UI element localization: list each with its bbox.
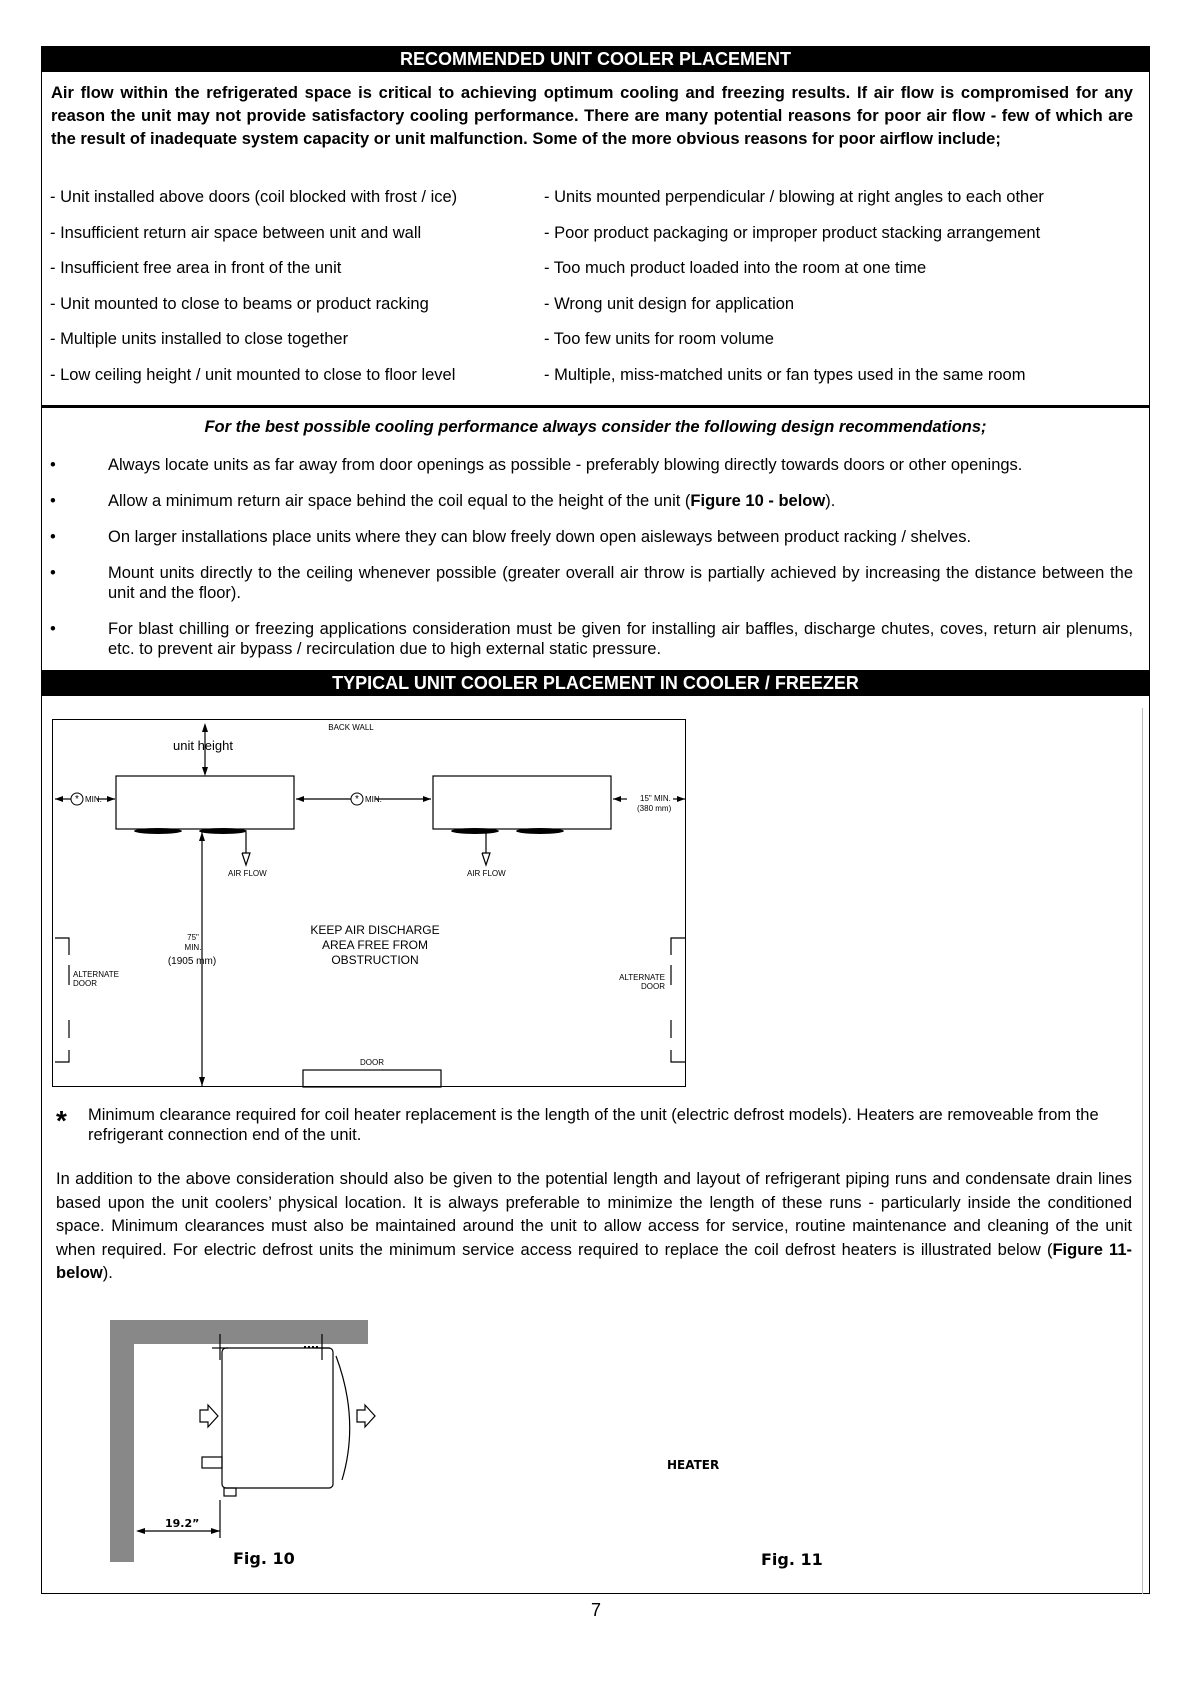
section-divider xyxy=(41,405,1150,408)
air-out-arrow-icon xyxy=(357,1405,375,1427)
unit-cooler-2 xyxy=(433,776,611,829)
alternate-door-label: DOOR xyxy=(73,979,97,988)
bullet-icon: • xyxy=(50,492,56,510)
list-item: - Wrong unit design for application xyxy=(544,294,795,313)
right-15-min-label: 15" MIN. xyxy=(640,794,671,803)
list-item: - Insufficient return air space between unit and wall xyxy=(50,223,422,242)
keep-clear-label: KEEP AIR DISCHARGE xyxy=(310,923,440,937)
bullet-icon: • xyxy=(50,456,56,474)
left-min-label: MIN. xyxy=(85,795,102,804)
reasons-left-list xyxy=(50,180,457,393)
right-rule xyxy=(1142,708,1143,1594)
bullet-icon: • xyxy=(50,528,56,546)
alternate-door-label: ALTERNATE xyxy=(73,970,119,979)
svg-text:*: * xyxy=(355,794,359,805)
unit-side-view xyxy=(222,1348,333,1488)
intro-paragraph: Air flow within the refrigerated space is critical to achieving optimum cooling and freezing results. If air flow is compromised for any reason the unit may not provide satisfactory cooling performance. There are many potential reasons for poor air flow - few of which are the result of inadequate system capacity or unit malfunction. Some of the more obvious reasons for poor airflow include; xyxy=(51,84,1133,148)
list-item: - Low ceiling height / unit mounted to close to floor level xyxy=(50,365,456,384)
list-item: - Multiple, miss-matched units or fan types used in the same room xyxy=(544,365,1026,384)
figure-10-drawing xyxy=(110,1320,380,1565)
heater-label: HEATER xyxy=(667,1458,720,1472)
list-item: - Too much product loaded into the room at one time xyxy=(544,259,927,277)
list-item: - Unit installed above doors (coil blocked with frost / ice) xyxy=(50,188,458,206)
fig10-dimension-label: 19.2” xyxy=(165,1517,200,1530)
air-flow-curve xyxy=(336,1356,350,1480)
air-flow-label: AIR FLOW xyxy=(228,869,267,878)
recommendations-heading: For the best possible cooling performance always consider the following design recommendations; xyxy=(204,418,987,436)
middle-min-label: MIN. xyxy=(365,795,382,804)
section-title-typical-placement: TYPICAL UNIT COOLER PLACEMENT IN COOLER / FREEZER xyxy=(41,670,1150,696)
fig10-caption: Fig. 10 xyxy=(233,1549,295,1568)
air-in-arrow-icon xyxy=(200,1405,218,1427)
air-flow-label: AIR FLOW xyxy=(467,869,506,878)
min-75-min-label: MIN. xyxy=(184,943,202,952)
page-number: 7 xyxy=(590,1600,601,1620)
svg-text:*: * xyxy=(75,794,79,805)
bullet-icon: • xyxy=(50,620,56,638)
alternate-door-label: ALTERNATE xyxy=(619,973,665,982)
list-item: - Insufficient free area in front of the unit xyxy=(50,259,342,277)
asterisk-icon: * xyxy=(56,1105,67,1136)
list-item: - Multiple units installed to close together xyxy=(50,330,349,348)
list-item: - Too few units for room volume xyxy=(544,330,774,348)
figure-10-reference: Figure 10 - below xyxy=(690,492,826,510)
piping-paragraph: In addition to the above consideration should also be given to the potential length and layout of refrigerant piping runs and condensate drain lines based upon the unit coolers’ physical location. It is always preferable to minimize the length of these runs - particularly inside the conditioned space. Minimum clearances must also be maintained around the unit to allow access for service, routine maintenance and cleaning of the unit when required. For electric defrost units the minimum service access required to replace the coil defrost heaters is illustrated below (Figure 11- below). xyxy=(56,1170,1132,1282)
unit-height-label: unit height xyxy=(173,738,233,753)
unit-cooler-1 xyxy=(116,776,294,829)
list-item: - Units mounted perpendicular / blowing at right angles to each other xyxy=(544,188,1044,206)
list-item: - Poor product packaging or improper product stacking arrangement xyxy=(544,223,1041,242)
bullet-icon: • xyxy=(50,564,56,582)
keep-clear-label: OBSTRUCTION xyxy=(331,953,419,967)
alternate-door-label: DOOR xyxy=(641,982,665,991)
clearance-note: * Minimum clearance required for coil heater replacement is the length of the unit (electric defrost models). Heaters are removeable from the refrigerant connection end of the unit. xyxy=(56,1105,1099,1144)
placement-diagram-drawing xyxy=(53,720,687,1088)
right-15-mm-label: (380 mm) xyxy=(637,804,672,813)
door-label: DOOR xyxy=(360,1058,384,1067)
list-item: - Unit mounted to close to beams or product racking xyxy=(50,294,429,313)
min-75-label: 75" xyxy=(187,933,199,942)
placement-diagram xyxy=(52,719,686,1087)
keep-clear-label: AREA FREE FROM xyxy=(321,938,429,952)
section-title-placement: RECOMMENDED UNIT COOLER PLACEMENT xyxy=(41,46,1150,72)
min-75-mm-label: (1905 mm) xyxy=(167,956,217,967)
fig11-caption: Fig. 11 xyxy=(761,1550,823,1569)
door xyxy=(303,1070,441,1087)
reasons-right-list xyxy=(544,180,1044,393)
back-wall-label: BACK WALL xyxy=(328,723,374,732)
figure-11-reference: Figure 11- below xyxy=(56,1240,1132,1282)
